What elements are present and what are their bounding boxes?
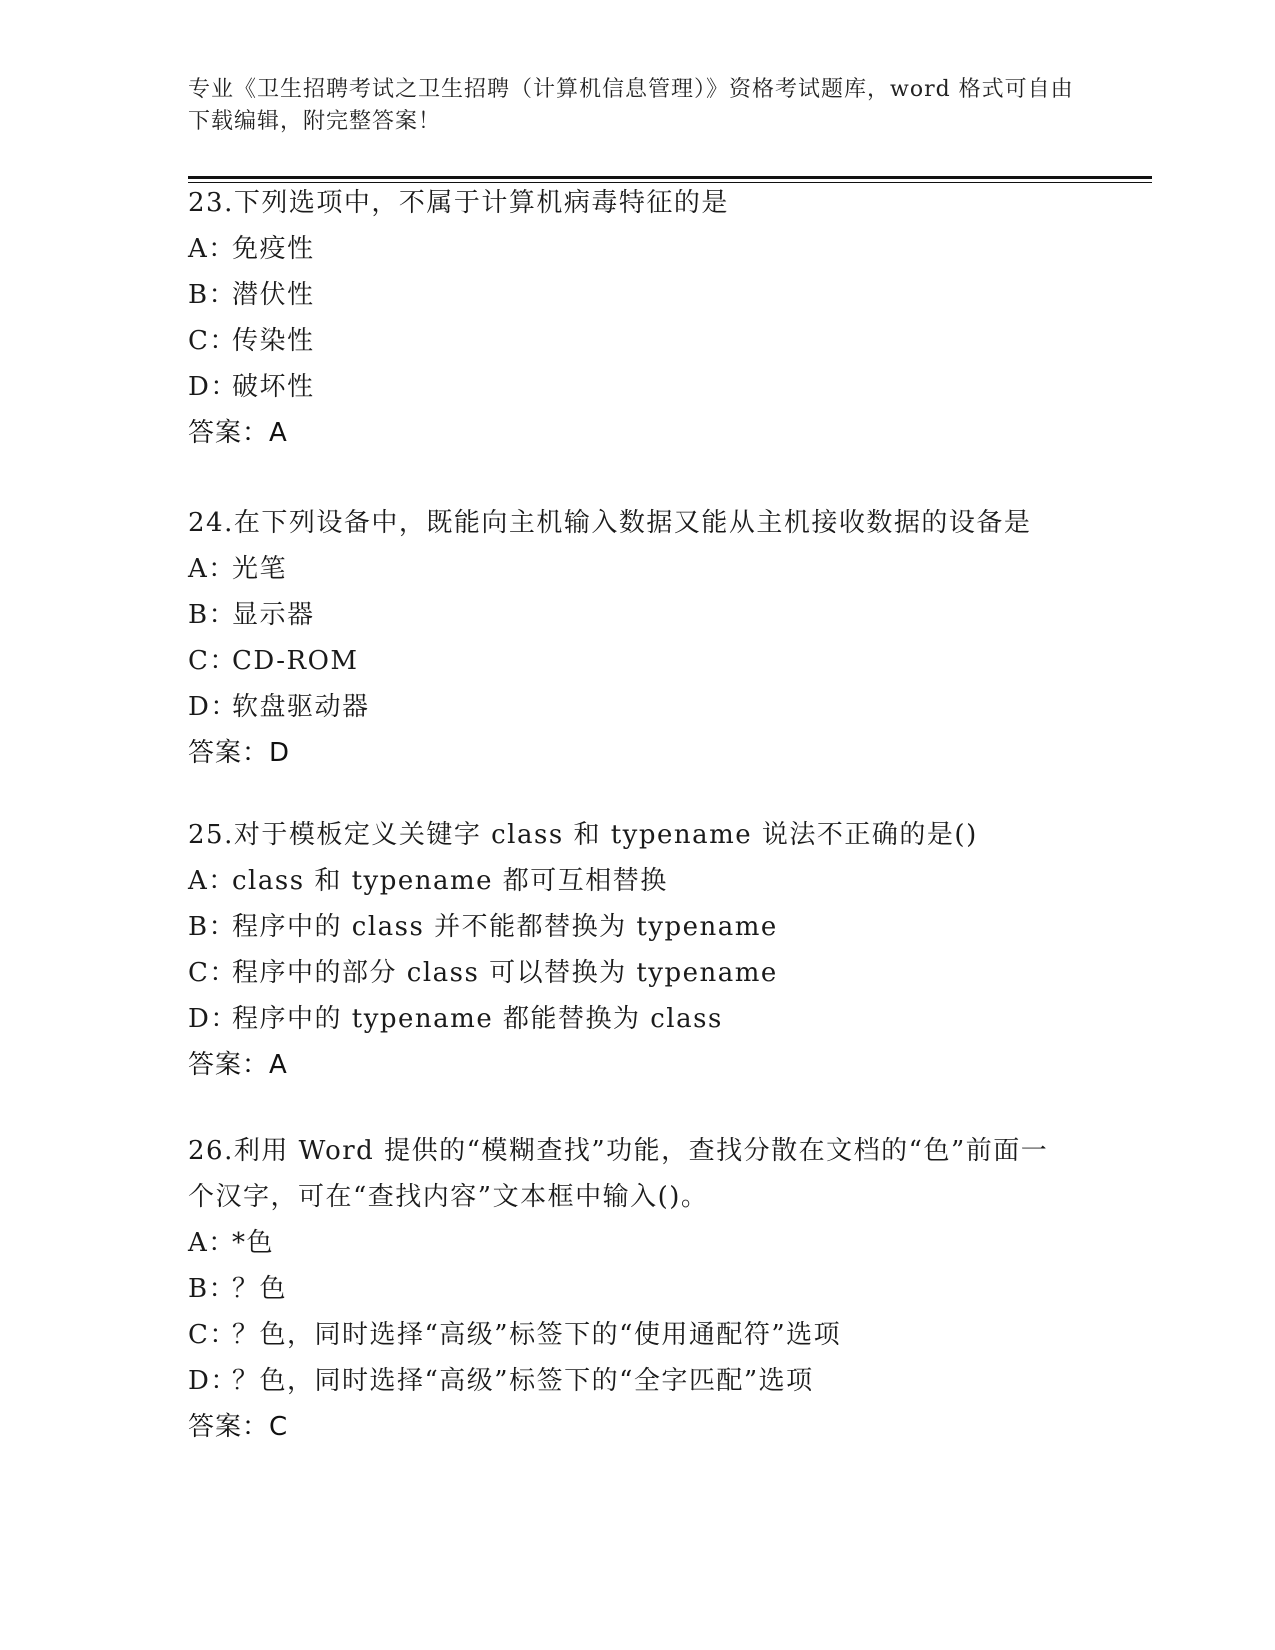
question-24: [188, 500, 1128, 776]
option-d: [188, 364, 1128, 410]
answer-label: 答案：A: [188, 418, 288, 448]
option-text: *色: [232, 1228, 275, 1258]
option-b: [188, 904, 1128, 950]
option-key: B：: [188, 280, 237, 310]
option-text: ？色: [232, 1274, 288, 1304]
answer-label: 答案：A: [188, 1050, 288, 1080]
question-stem: 26.利用 Word 提供的“模糊查找”功能，查找分散在文档的“色”前面一个汉字，可在“查找内容”文本框中输入()。: [188, 1136, 1049, 1212]
option-d: [188, 1358, 1128, 1404]
option-key: C：: [188, 646, 237, 676]
option-text: ？色，同时选择“高级”标签下的“全字匹配”选项: [232, 1366, 814, 1396]
option-c: [188, 318, 1128, 364]
option-key: D：: [188, 692, 238, 722]
option-a: [188, 546, 1128, 592]
option-key: A：: [188, 866, 236, 896]
option-text: ？色，同时选择“高级”标签下的“使用通配符”选项: [232, 1320, 842, 1350]
question-stem: 23.下列选项中，不属于计算机病毒特征的是: [188, 188, 729, 218]
question-25: [188, 812, 1128, 1088]
option-c: [188, 950, 1128, 996]
option-key: C：: [188, 958, 237, 988]
option-key: D：: [188, 1004, 238, 1034]
option-key: D：: [188, 1366, 238, 1396]
header-rule-thick: [188, 176, 1152, 179]
option-text: 光笔: [232, 554, 288, 584]
option-c: [188, 1312, 1128, 1358]
option-text: 免疫性: [232, 234, 315, 264]
option-key: C：: [188, 326, 237, 356]
option-key: B：: [188, 1274, 237, 1304]
option-a: [188, 1220, 1128, 1266]
option-b: [188, 592, 1128, 638]
option-text: 程序中的部分 class 可以替换为 typename: [232, 958, 778, 988]
option-text: 潜伏性: [232, 280, 315, 310]
option-key: B：: [188, 600, 237, 630]
option-d: [188, 684, 1128, 730]
question-stem: 25.对于模板定义关键字 class 和 typename 说法不正确的是(): [188, 820, 978, 850]
option-b: [188, 272, 1128, 318]
option-key: A：: [188, 1228, 236, 1258]
option-text: 程序中的 typename 都能替换为 class: [232, 1004, 723, 1034]
option-c: [188, 638, 1128, 684]
question-26: [188, 1128, 1128, 1450]
answer-label: 答案：D: [188, 738, 291, 768]
option-text: class 和 typename 都可互相替换: [232, 866, 668, 896]
option-text: 显示器: [232, 600, 315, 630]
option-a: [188, 858, 1128, 904]
option-text: 传染性: [232, 326, 315, 356]
option-d: [188, 996, 1128, 1042]
option-text: CD-ROM: [232, 646, 359, 676]
document-header: 专业《卫生招聘考试之卫生招聘（计算机信息管理）》资格考试题库，word 格式可自由下载编辑，附完整答案！: [188, 77, 1074, 134]
option-text: 破坏性: [232, 372, 315, 402]
option-a: [188, 226, 1128, 272]
answer-label: 答案：C: [188, 1412, 289, 1442]
option-key: A：: [188, 234, 236, 264]
question-23: [188, 180, 1128, 456]
option-key: A：: [188, 554, 236, 584]
option-key: B：: [188, 912, 237, 942]
option-key: D：: [188, 372, 238, 402]
option-b: [188, 1266, 1128, 1312]
question-stem: 24.在下列设备中，既能向主机输入数据又能从主机接收数据的设备是: [188, 508, 1032, 538]
option-key: C：: [188, 1320, 237, 1350]
option-text: 程序中的 class 并不能都替换为 typename: [232, 912, 778, 942]
option-text: 软盘驱动器: [232, 692, 370, 722]
